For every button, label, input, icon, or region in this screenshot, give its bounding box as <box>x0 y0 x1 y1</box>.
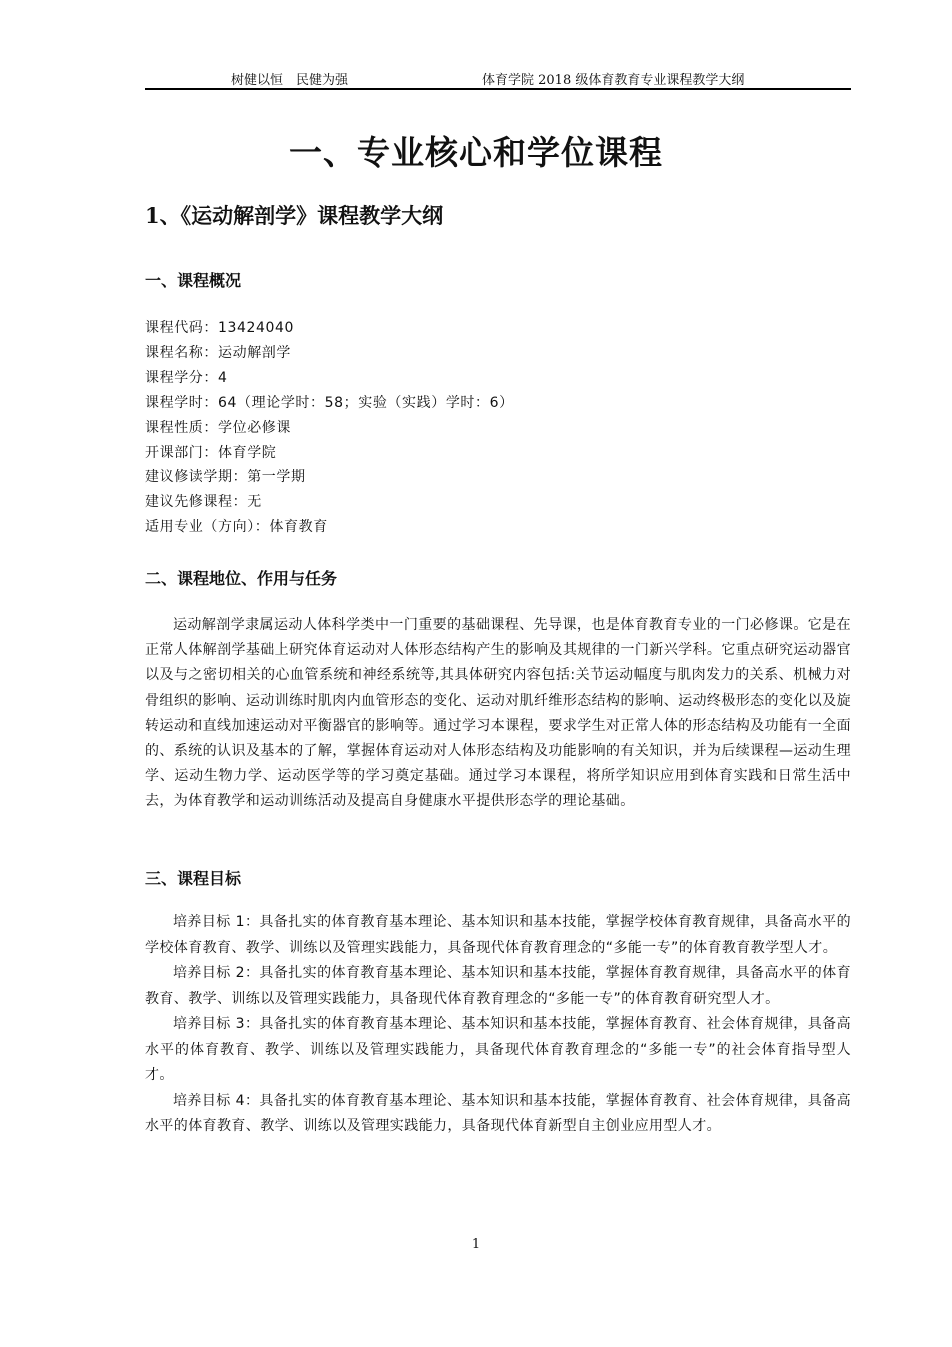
section-heading-overview: 一、课程概况 <box>145 271 242 290</box>
header-motto: 树健以恒 民健为强 <box>231 73 349 88</box>
chapter-title: 一、专业核心和学位课程 <box>289 133 663 172</box>
header-rule <box>145 88 851 90</box>
info-department: 开课部门：体育学院 <box>145 444 277 461</box>
info-nature: 课程性质：学位必修课 <box>145 419 291 436</box>
info-hours: 课程学时：64（理论学时：58；实验（实践）学时：6） <box>145 394 514 411</box>
goal-item: 培养目标 2：具备扎实的体育教育基本理论、基本知识和基本技能，掌握体育教育规律，具备高水平的体育教育、教学、训练以及管理实践能力，具备现代体育教育理念的“多能一专”的体育教育研究型人才。 <box>145 965 851 1007</box>
course-title: 1、《运动解剖学》课程教学大纲 <box>145 203 444 228</box>
info-major: 适用专业（方向）：体育教育 <box>145 519 328 536</box>
info-credits: 课程学分：4 <box>145 369 228 386</box>
goal-item: 培养目标 3：具备扎实的体育教育基本理论、基本知识和基本技能，掌握体育教育、社会体育规律，具备高水平的体育教育、教学、训练以及管理实践能力，具备现代体育教育理念的“多能一专”的社会体育指导型人才。 <box>145 1016 851 1083</box>
info-course-name: 课程名称：运动解剖学 <box>145 344 291 361</box>
section-heading-role: 二、课程地位、作用与任务 <box>145 569 338 588</box>
page-number: 1 <box>471 1237 481 1252</box>
course-info-list <box>145 316 514 540</box>
section-heading-goals: 三、课程目标 <box>145 869 242 888</box>
goal-item: 培养目标 1：具备扎实的体育教育基本理论、基本知识和基本技能，掌握学校体育教育规律，具备高水平的学校体育教育、教学、训练以及管理实践能力，具备现代体育教育理念的“多能一专”的体育教育教学型人才。 <box>145 914 851 956</box>
info-prerequisite: 建议先修课程：无 <box>145 494 262 511</box>
info-semester: 建议修读学期：第一学期 <box>145 469 306 486</box>
header-document-title: 体育学院 2018 级体育教育专业课程教学大纲 <box>482 73 745 88</box>
goal-item: 培养目标 4：具备扎实的体育教育基本理论、基本知识和基本技能，掌握体育教育、社会体育规律，具备高水平的体育教育、教学、训练以及管理实践能力，具备现代体育新型自主创业应用型人才。 <box>145 1092 851 1134</box>
goals-list <box>145 910 851 1140</box>
info-course-code: 课程代码：13424040 <box>145 320 295 336</box>
role-paragraph: 运动解剖学隶属运动人体科学类中一门重要的基础课程、先导课，也是体育教育专业的一门必修课。它是在正常人体解剖学基础上研究体育运动对人体形态结构产生的影响及其规律的一门新兴学科。它重点研究运动器官以及与之密切相关的心血管系统和神经系统等,其具体研究内容包括:关节运动幅度与肌肉发力的关系、机械力对骨组织的影响、运动训练时肌肉内血管形态的变化、运动对肌纤维形态结构的影响、运动终极形态的变化以及旋转运动和直线加速运动对平衡器官的影响等。通过学习本课程，要求学生对正常人体的形态结构及功能有一全面的、系统的认识及基本的了解，掌握体育运动对人体形态结构及功能影响的有关知识，并为后续课程—运动生理学、运动生物力学、运动医学等的学习奠定基础。通过学习本课程，将所学知识应用到体育实践和日常生活中去，为体育教学和运动训练活动及提高自身健康水平提供形态学的理论基础。 <box>145 617 851 810</box>
